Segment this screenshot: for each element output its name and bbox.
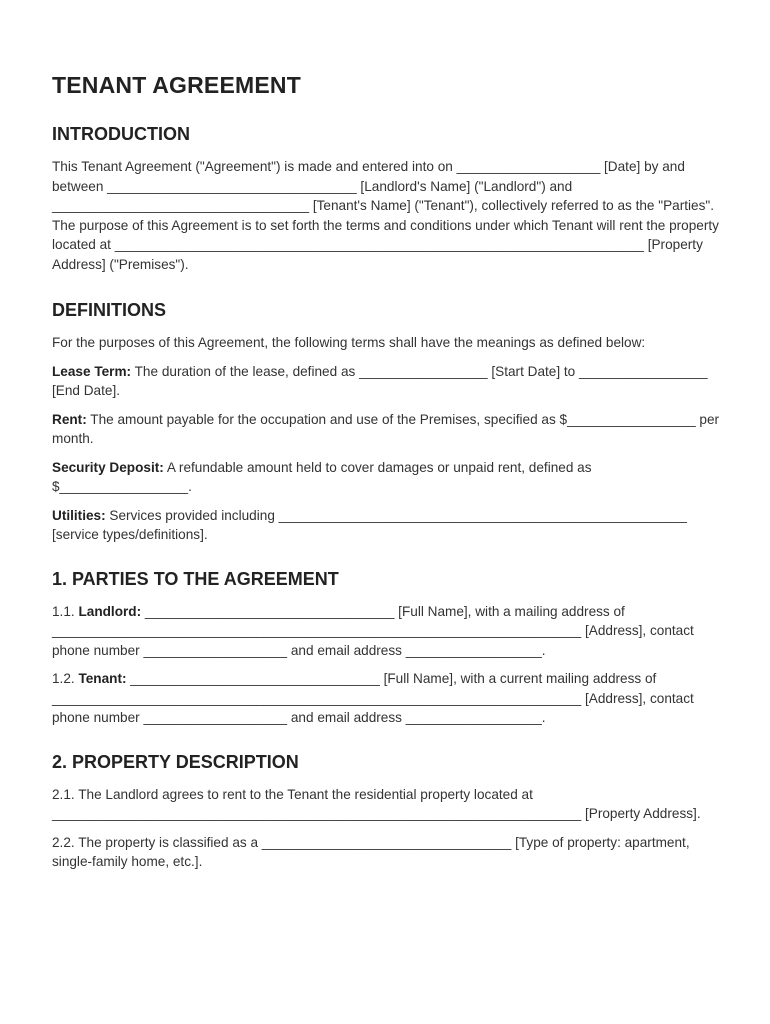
definition-rent [52, 410, 722, 449]
document-content [52, 70, 722, 872]
definition-term-label: Utilities: [52, 507, 106, 523]
definition-term-label: Lease Term: [52, 363, 132, 379]
section-1-heading: 1. PARTIES TO THE AGREEMENT [52, 568, 339, 589]
document-title: TENANT AGREEMENT [52, 72, 301, 98]
clause-number: 1.1. [52, 603, 79, 619]
clause-1-2-tenant [52, 669, 722, 728]
definition-lease-term [52, 362, 722, 401]
definition-text: The duration of the lease, defined as _________________ [Start Date] to _________________ [End Date]. [52, 363, 708, 398]
definition-text: The amount payable for the occupation and use of the Premises, specified as $_________________ per month. [52, 411, 720, 446]
clause-text: _________________________________ [Full Name], with a mailing address of ______________________________________________________________________ [Address], contact phone number ___________________ and email address __________________. [52, 603, 694, 658]
definitions-heading: DEFINITIONS [52, 300, 167, 320]
introduction-paragraph: This Tenant Agreement ("Agreement") is made and entered into on ___________________ [Date] by and between _________________________________ [Landlord's Name] ("Landlord") and __________________________________ [Tenant's Name] ("Tenant"), collectively referred to as the "Parties". The purpose of this Agreement is to set forth the terms and conditions under which Tenant will rent the property located at ______________________________________________________________________ [Property Address] ("Premises"). [52, 159, 719, 272]
definition-text: Services provided including ______________________________________________________ [service types/definitions]. [52, 507, 687, 542]
clause-2-2: 2.2. The property is classified as a _________________________________ [Type of property: apartment, single-family home, etc.]. [52, 834, 690, 869]
clause-term-label: Tenant: [78, 671, 127, 686]
clause-number: 1.2. [52, 671, 79, 686]
introduction-heading: INTRODUCTION [52, 124, 190, 144]
definition-security-deposit [52, 458, 722, 497]
clause-1-1-landlord [52, 602, 722, 661]
definitions-intro: For the purposes of this Agreement, the following terms shall have the meanings as defined below: [52, 335, 646, 350]
clause-term-label: Landlord: [78, 603, 142, 619]
definition-text: A refundable amount held to cover damages or unpaid rent, defined as $_________________. [52, 459, 592, 494]
section-2-heading: 2. PROPERTY DESCRIPTION [52, 751, 299, 772]
clause-text: _________________________________ [Full Name], with a current mailing address of ______________________________________________________________________ [Address], contact phone number ___________________ and email address __________________. [52, 671, 694, 725]
definition-term-label: Rent: [52, 411, 87, 427]
clause-2-1: 2.1. The Landlord agrees to rent to the Tenant the residential property located at ______________________________________________________________________ [Property Address]. [52, 786, 701, 821]
definition-utilities [52, 506, 722, 545]
definition-term-label: Security Deposit: [52, 459, 164, 475]
